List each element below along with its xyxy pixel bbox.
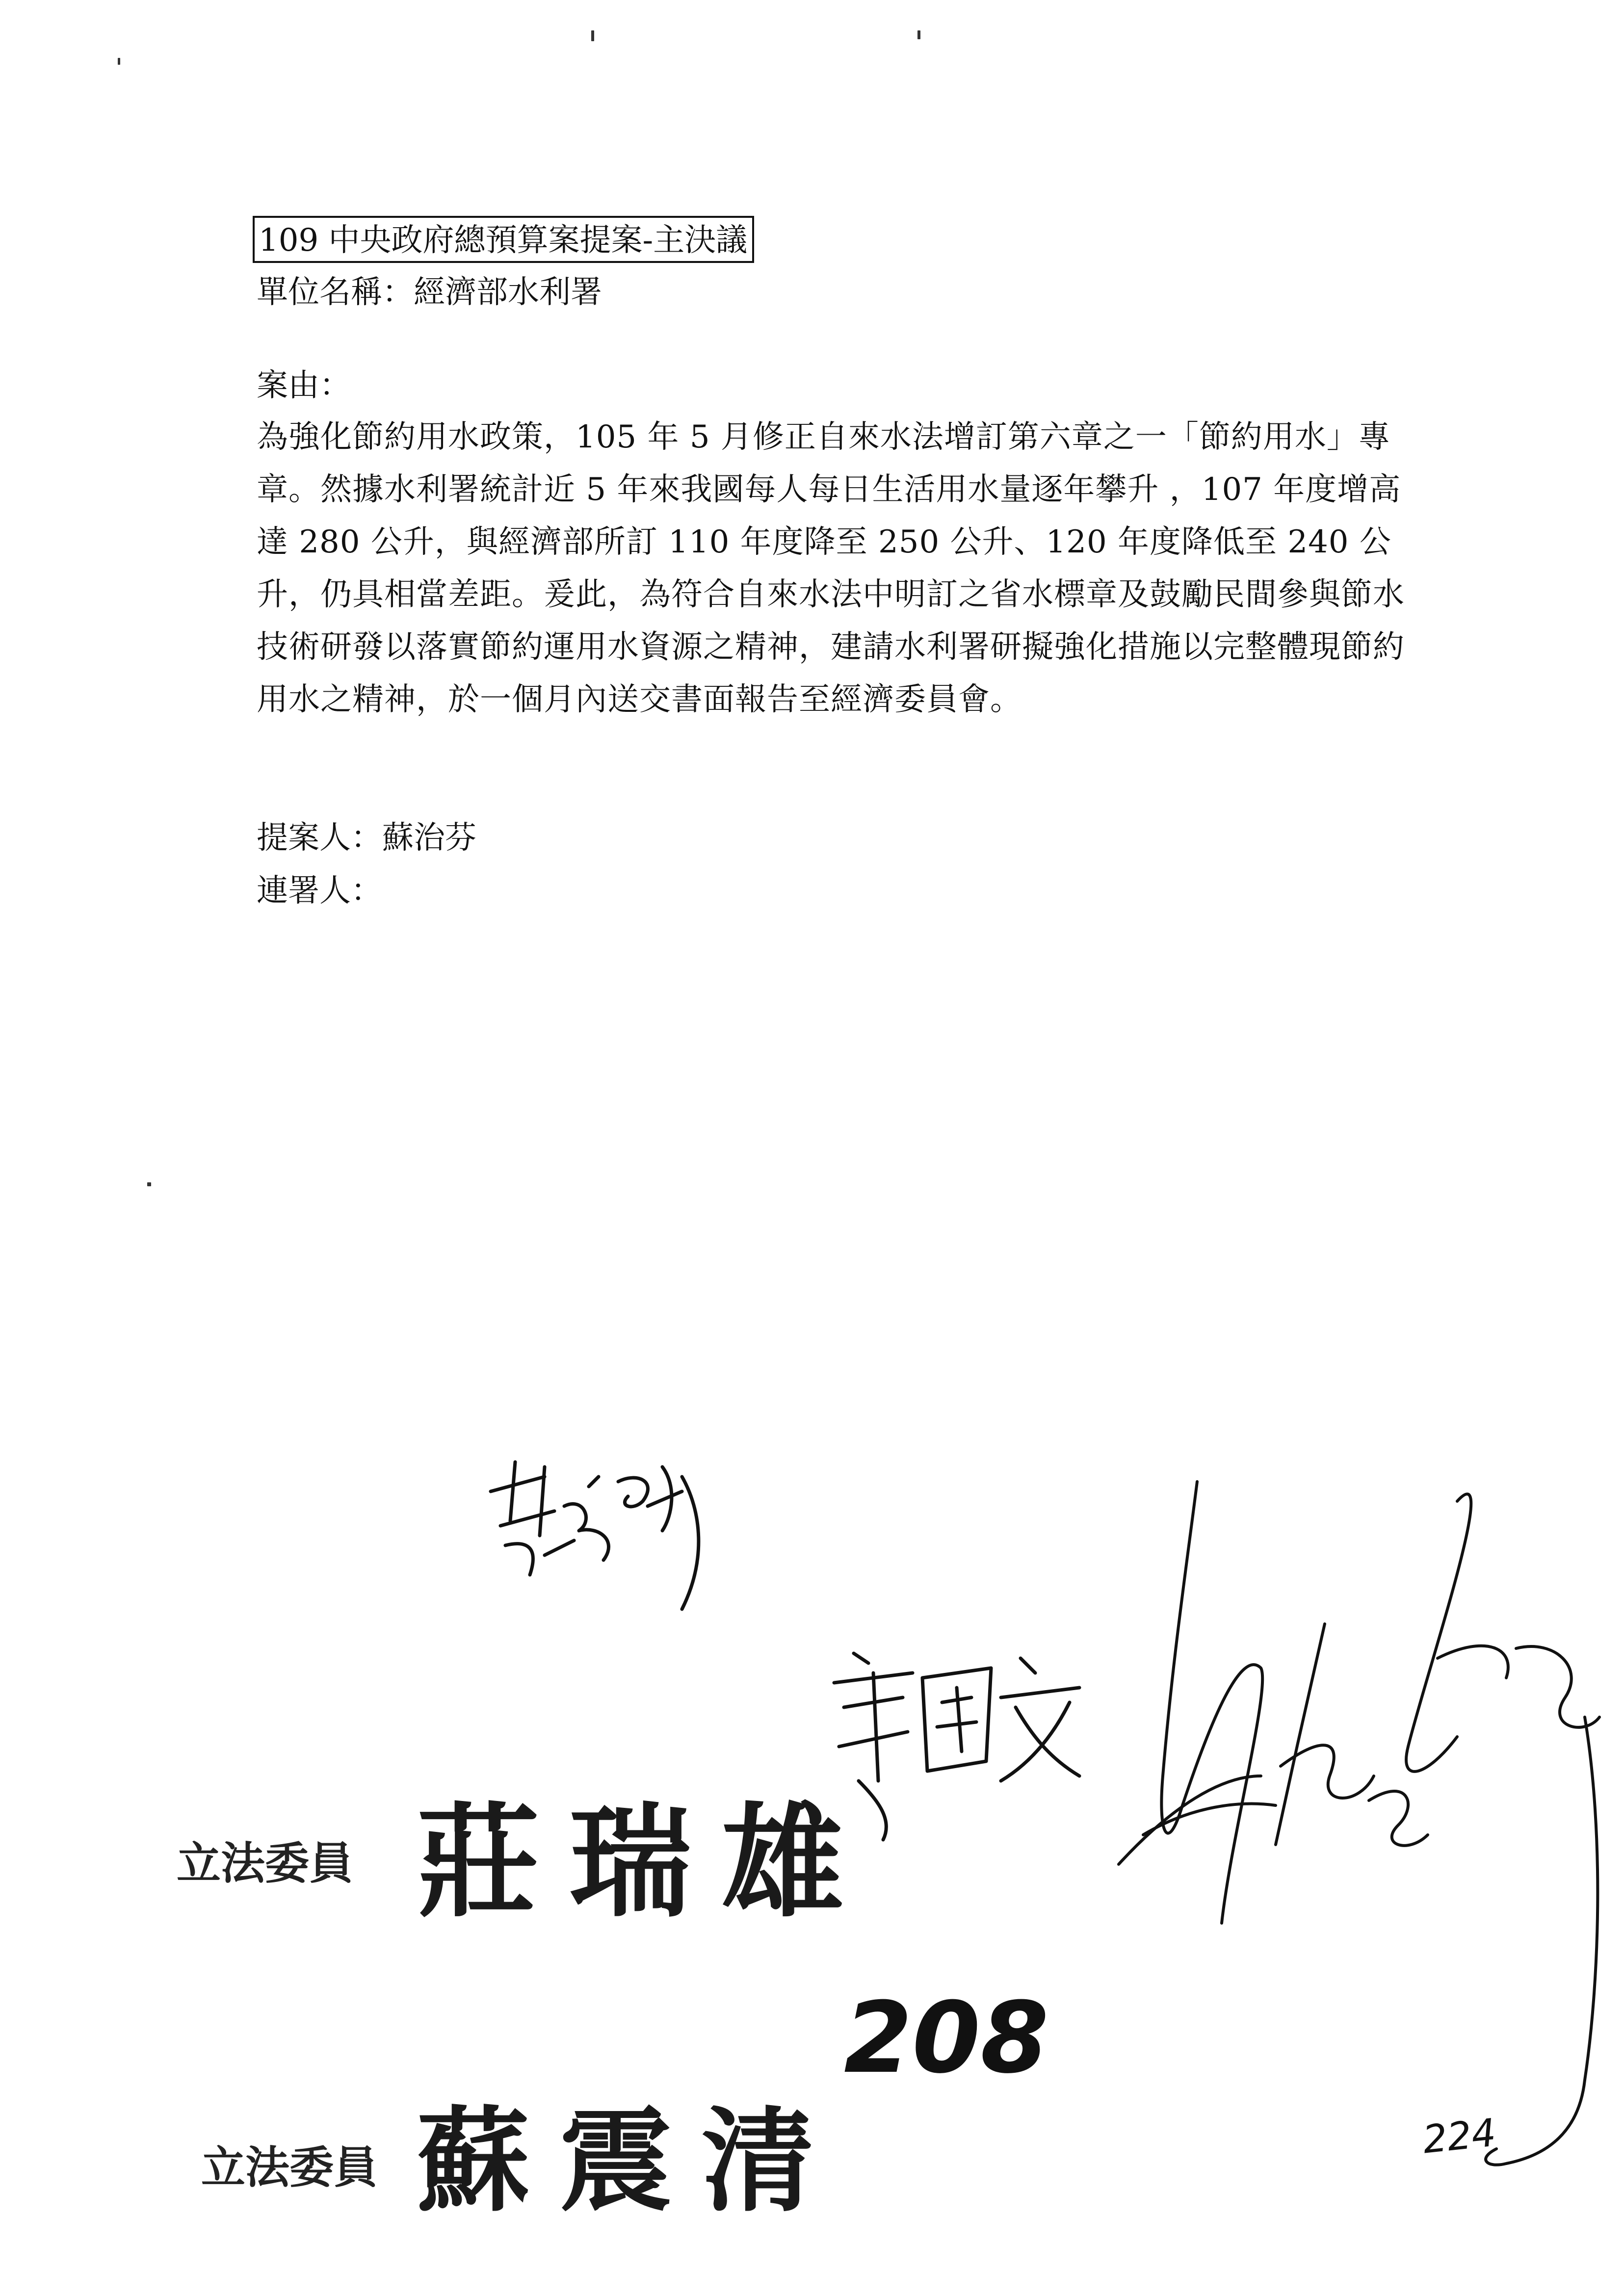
case-label: 案由：: [257, 367, 351, 404]
signature-su-chih-fen: [471, 1447, 746, 1636]
proposer-line: 提案人：蘇治芬: [257, 820, 476, 856]
stamp-name-2: 蘇震清: [417, 2095, 844, 2227]
handwritten-number: 208: [844, 1981, 1049, 2095]
case-text: 為強化節約用水政策，105 年 5 月修正自來水法增訂第六章之一「節約用水」專章。然據水利署統計近 5 年來我國每人每日生活用水量逐年攀升 ，107 年度增高達 280 公升，與經濟部所訂 110 年度降至 250 公升、120 年度降低至 240 公升，仍具相當差距。爰此，為符合自來水法中明訂之省水標章及鼓勵民間參與節水技術研發以落實節約運用水資源之精神，建請水利署研擬強化措施以完整體現節約用水之精神，於一個月內送交書面報告至經濟委員會。: [257, 419, 1405, 718]
page-number: 224: [1420, 2111, 1498, 2163]
stamp-name-1: 莊瑞雄: [417, 1790, 873, 1934]
proposal-title: 109 中央政府總預算案提案-主決議: [253, 216, 754, 263]
stamp-title-2: 立法委員: [201, 2141, 378, 2193]
unit-name: 單位名稱：經濟部水利署: [257, 274, 602, 311]
signature-scribble: [1114, 1462, 1614, 2185]
cosigner-label: 連署人：: [257, 873, 382, 909]
stamp-title-1: 立法委員: [177, 1837, 353, 1889]
